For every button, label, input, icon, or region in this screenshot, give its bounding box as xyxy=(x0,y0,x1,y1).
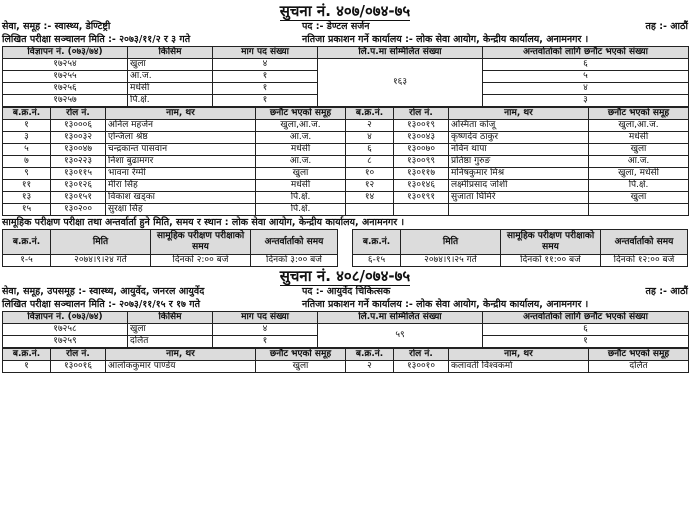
adv-number: १७२५५ xyxy=(3,71,128,83)
col-header: नाम, थर xyxy=(449,349,589,361)
serial-number: १२ xyxy=(346,180,394,192)
roll-number: १३०००६ xyxy=(51,120,106,132)
selected-count: १ xyxy=(483,336,689,348)
roll-number: १३००१० xyxy=(394,361,449,373)
serial-number: ४ xyxy=(346,132,394,144)
col-header: छनौट भएको समूह xyxy=(256,108,346,120)
selected-group: आ.ज. xyxy=(256,156,346,168)
adv-type: आ.ज. xyxy=(128,71,213,83)
table-row xyxy=(3,144,689,156)
serial-number: १० xyxy=(346,168,394,180)
selected-group: खुला xyxy=(589,192,689,204)
candidate-name: अनिल महर्जन xyxy=(106,120,256,132)
col-header: विज्ञापन नं. (०७३/७४) xyxy=(3,47,128,59)
col-header: अन्तर्वार्ताको लागि छनौट भएको संख्या xyxy=(483,312,689,324)
roll-number: १३०१५१ xyxy=(51,192,106,204)
roll-number xyxy=(394,204,449,216)
table-row xyxy=(3,255,338,267)
col-header: छनौट भएको समूह xyxy=(589,108,689,120)
col-header: रोल नं. xyxy=(51,349,106,361)
schedule-table-right xyxy=(352,229,688,267)
demand-count: ४ xyxy=(213,59,318,71)
selected-count: ४ xyxy=(483,83,689,95)
results-page xyxy=(2,2,688,373)
service-group: सेवा, समूह, उपसमूह :- स्वास्थ्य, आयुर्वेद, जनरल आयुर्वेद xyxy=(2,286,205,297)
adv-number: १७२५९ xyxy=(3,336,128,348)
col-header: मिति xyxy=(51,230,151,255)
table-row xyxy=(3,324,689,336)
selected-group: मधेसी xyxy=(256,180,346,192)
col-header: रोल नं. xyxy=(51,108,106,120)
table-row xyxy=(3,59,689,71)
schedule-table-left xyxy=(2,229,338,267)
adv-type: खुला xyxy=(128,324,213,336)
selected-group: मधेसी xyxy=(589,132,689,144)
selected-group: खुला xyxy=(256,168,346,180)
selected-group: खुला xyxy=(589,144,689,156)
roll-number: १३००९९ xyxy=(394,156,449,168)
notice-title: सुचना नं. ४०८/०७४-७५ xyxy=(279,267,411,285)
col-header: माग पद संख्या xyxy=(213,312,318,324)
candidate-name: कलावती विश्वकर्मा xyxy=(449,361,589,373)
serial-number: ५ xyxy=(3,144,51,156)
candidates-table xyxy=(2,348,689,373)
col-header: अन्तर्वार्ताको समय xyxy=(601,230,688,255)
selected-group: आ.ज. xyxy=(256,132,346,144)
candidates-table xyxy=(2,107,689,216)
table-row xyxy=(3,180,689,192)
roll-number: १३०१२६ xyxy=(51,180,106,192)
serial-number: ८ xyxy=(346,156,394,168)
selected-count: ३ xyxy=(483,95,689,107)
col-header: नाम, थर xyxy=(106,349,256,361)
col-header: मिति xyxy=(401,230,501,255)
col-header: नाम, थर xyxy=(106,108,256,120)
candidate-name: भावना रेग्मी xyxy=(106,168,256,180)
selected-group xyxy=(589,204,689,216)
col-header: लि.प.मा सम्मिलित संख्या xyxy=(318,312,483,324)
adv-number: १७२५४ xyxy=(3,59,128,71)
selected-group: आ.ज. xyxy=(589,156,689,168)
candidate-name: कृष्णदेव ठाकुर xyxy=(449,132,589,144)
selected-group: खुला,आ.ज. xyxy=(589,120,689,132)
col-header: ब.क्र.नं. xyxy=(346,108,394,120)
selected-group: खुला, मधेसी xyxy=(589,168,689,180)
col-header: किसिम xyxy=(128,47,213,59)
candidate-name: चन्द्रकान्त पासवान xyxy=(106,144,256,156)
serial-number: १५ xyxy=(3,204,51,216)
serial-number: ३ xyxy=(3,132,51,144)
notice-info-row xyxy=(2,285,688,298)
col-header: अन्तर्वार्ताको लागि छनौट भएको संख्या xyxy=(483,47,689,59)
col-header: ब.क्र.नं. xyxy=(3,230,51,255)
col-header: सामूहिक परीक्षण परीक्षाको समय xyxy=(501,230,601,255)
serial-number: ९ xyxy=(3,168,51,180)
roll-number: १३०१४६ xyxy=(394,180,449,192)
selected-group: पि.क्षे. xyxy=(256,192,346,204)
serial-number: २ xyxy=(346,120,394,132)
demand-count: १ xyxy=(213,83,318,95)
serial-number xyxy=(346,204,394,216)
serial-number: १ xyxy=(3,120,51,132)
selected-group: पि.क्षे. xyxy=(589,180,689,192)
col-header: सामूहिक परीक्षण परीक्षाको समय xyxy=(151,230,251,255)
table-row xyxy=(3,361,689,373)
roll-number: १३०२०० xyxy=(51,204,106,216)
candidate-name: एन्जिला श्रेष्ठ xyxy=(106,132,256,144)
selected-group: खुला,आ.ज. xyxy=(256,120,346,132)
roll-number: १३००१९ xyxy=(394,120,449,132)
roll-number: १३००१६ xyxy=(51,361,106,373)
col-header: माग पद संख्या xyxy=(213,47,318,59)
adv-type: खुला xyxy=(128,59,213,71)
candidate-name: विकाश खड्का xyxy=(106,192,256,204)
roll-number: १३००३२ xyxy=(51,132,106,144)
interview-time: दिनको ३:०० बजे xyxy=(251,255,338,267)
adv-type: दलित xyxy=(128,336,213,348)
serial-number: ७ xyxy=(3,156,51,168)
col-header: अन्तर्वार्ताको समय xyxy=(251,230,338,255)
group-test-time: दिनको ११:०० बजे xyxy=(501,255,601,267)
schedule xyxy=(2,229,688,267)
selected-count: ५ xyxy=(483,71,689,83)
selected-group: दलित xyxy=(589,361,689,373)
col-header: ब.क्र.नं. xyxy=(353,230,401,255)
advertisement-table xyxy=(2,46,689,107)
col-header: रोल नं. xyxy=(394,108,449,120)
table-row xyxy=(3,192,689,204)
selected-count: ६ xyxy=(483,59,689,71)
interview-time: दिनको १२:०० बजे xyxy=(601,255,688,267)
serial-number: १३ xyxy=(3,192,51,204)
post: पद :- डेण्टल सर्जन xyxy=(302,21,370,32)
selected-count: ६ xyxy=(483,324,689,336)
adv-number: १७२५७ xyxy=(3,95,128,107)
serial-number: १४ xyxy=(346,192,394,204)
serial-number: ११ xyxy=(3,180,51,192)
candidate-name: आलोककुमार पाण्डेय xyxy=(106,361,256,373)
roll-number: १३००४३ xyxy=(394,132,449,144)
adv-type: मधेसी xyxy=(128,83,213,95)
group-test-time: दिनको २:०० बजे xyxy=(151,255,251,267)
demand-count: १ xyxy=(213,95,318,107)
table-row xyxy=(3,204,689,216)
serial-number: १ xyxy=(3,361,51,373)
level: तह :- आठौं xyxy=(645,21,688,32)
candidate-name: नविन थापा xyxy=(449,144,589,156)
candidate-name: लक्ष्मीप्रसाद जोशी xyxy=(449,180,589,192)
demand-count: १ xyxy=(213,336,318,348)
roll-number: १३००४७ xyxy=(51,144,106,156)
table-row xyxy=(3,132,689,144)
col-header: किसिम xyxy=(128,312,213,324)
schedule-date: २०७४।९।२५ गते xyxy=(401,255,501,267)
col-header: रोल नं. xyxy=(394,349,449,361)
demand-count: १ xyxy=(213,71,318,83)
exam-date: लिखित परीक्षा सञ्चालन मिति :- २०७३/११/१५ र १७ गते xyxy=(2,299,201,310)
col-header: विज्ञापन नं. (०७३/७४) xyxy=(3,312,128,324)
publishing-office: नतिजा प्रकाशन गर्ने कार्यालय :- लोक सेवा आयोग, केन्द्रीय कार्यालय, अनामनगर । xyxy=(302,299,589,310)
selected-group: पि.क्षे. xyxy=(256,204,346,216)
notice-info-row xyxy=(2,298,688,311)
notice-info-row xyxy=(2,20,688,33)
candidate-name: सुजाता घिमिरे xyxy=(449,192,589,204)
notice-info-row xyxy=(2,33,688,46)
roll-number: १३०११७ xyxy=(394,168,449,180)
col-header: ब.क्र.नं. xyxy=(3,108,51,120)
adv-number: १७२५८ xyxy=(3,324,128,336)
candidate-name: निशा बुढामगर xyxy=(106,156,256,168)
roll-number: १३०२२३ xyxy=(51,156,106,168)
service-group: सेवा, समूह :- स्वास्थ्य, डेण्टिष्ट्री xyxy=(2,21,111,32)
appeared-count: १६३ xyxy=(318,59,483,107)
adv-type: पि.क्षे. xyxy=(128,95,213,107)
candidate-name xyxy=(449,204,589,216)
selected-group: खुला xyxy=(256,361,346,373)
schedule-label: सामूहिक परीक्षण परीक्षा तथा अन्तर्वार्ता हुने मिति, समय र स्थान : लोक सेवा आयोग, केन्द्रीय कार्यालय, अनामनगर । xyxy=(2,217,405,228)
col-header: नाम, थर xyxy=(449,108,589,120)
post: पद :- आयुर्वेद चिकित्सक xyxy=(302,286,391,297)
adv-number: १७२५६ xyxy=(3,83,128,95)
col-header: लि.प.मा सम्मिलित संख्या xyxy=(318,47,483,59)
candidate-name: अस्मिता कोजू xyxy=(449,120,589,132)
notice-title: सुचना नं. ४०७/०७४-७५ xyxy=(279,2,411,20)
table-row xyxy=(3,120,689,132)
exam-date: लिखित परीक्षा सञ्चालन मिति :- २०७३/११/२ र ३ गते xyxy=(2,34,191,45)
level: तह :- आठौं xyxy=(645,286,688,297)
candidate-name: प्रतिष्ठा गुरुङ xyxy=(449,156,589,168)
roll-number: १३०१९१ xyxy=(394,192,449,204)
publishing-office: नतिजा प्रकाशन गर्ने कार्यालय :- लोक सेवा आयोग, केन्द्रीय कार्यालय, अनामनगर । xyxy=(302,34,589,45)
table-row xyxy=(3,156,689,168)
table-row xyxy=(3,168,689,180)
col-header: ब.क्र.नं. xyxy=(3,349,51,361)
roll-number: १३००७० xyxy=(394,144,449,156)
candidate-name: मनिषकुमार मिश्र xyxy=(449,168,589,180)
serial-range: १-५ xyxy=(3,255,51,267)
candidate-name: सुरक्षा सिंह xyxy=(106,204,256,216)
serial-number: ६ xyxy=(346,144,394,156)
appeared-count: ५९ xyxy=(318,324,483,348)
roll-number: १३०११५ xyxy=(51,168,106,180)
table-row xyxy=(353,255,688,267)
serial-range: ६-१५ xyxy=(353,255,401,267)
serial-number: २ xyxy=(346,361,394,373)
selected-group: मधेसी xyxy=(256,144,346,156)
advertisement-table xyxy=(2,311,689,348)
col-header: ब.क्र.नं. xyxy=(346,349,394,361)
schedule-date: २०७४।९।२४ गते xyxy=(51,255,151,267)
demand-count: ४ xyxy=(213,324,318,336)
col-header: छनौट भएको समूह xyxy=(256,349,346,361)
candidate-name: मीरा सिंह xyxy=(106,180,256,192)
col-header: छनौट भएको समूह xyxy=(589,349,689,361)
